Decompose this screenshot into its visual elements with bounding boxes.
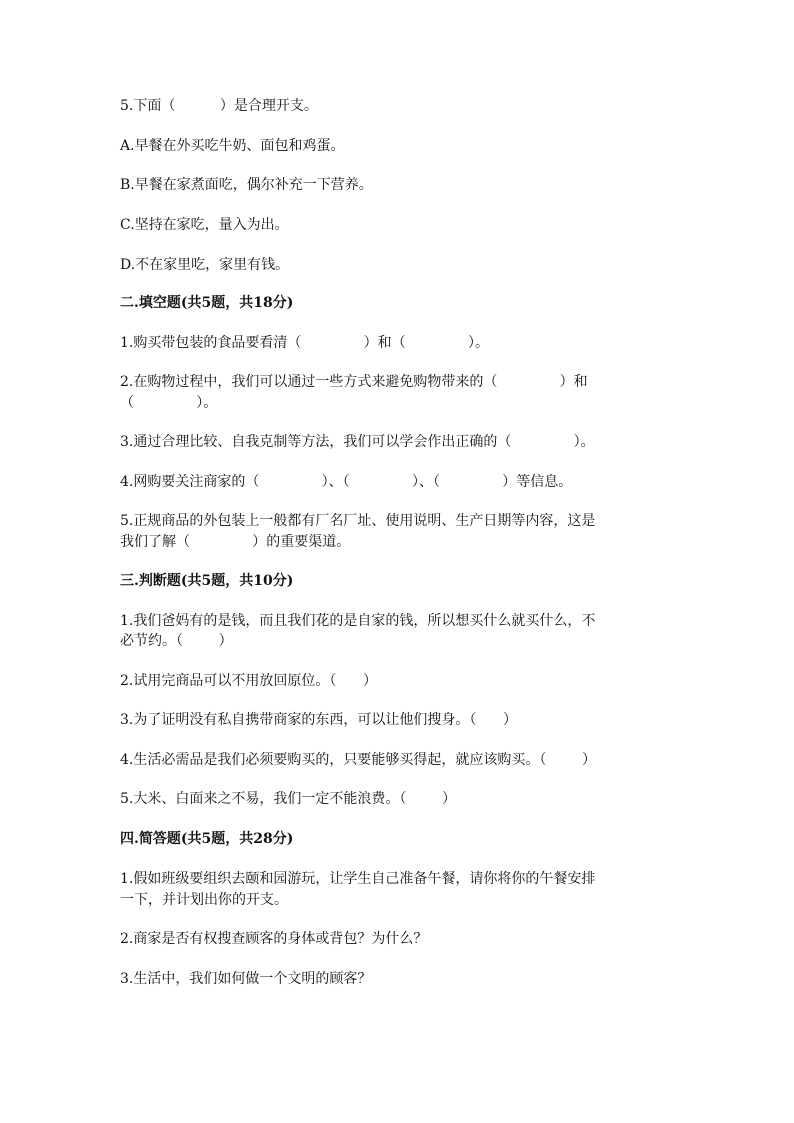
- short-answer-heading: 四.简答题(共5题，共28分): [120, 831, 294, 847]
- fill-blank-q2-line1: 2.在购物过程中，我们可以通过一些方式来避免购物带来的（ ）和: [120, 374, 588, 390]
- fill-blank-q3: 3.通过合理比较、自我克制等方法，我们可以学会作出正确的（ ）。: [120, 434, 595, 450]
- mc-option-a: A.早餐在外买吃牛奶、面包和鸡蛋。: [120, 138, 345, 154]
- true-false-q3: 3.为了证明没有私自携带商家的东西，可以让他们搜身。（ ）: [120, 712, 518, 728]
- true-false-q1-line1: 1.我们爸妈有的是钱，而且我们花的是自家的钱，所以想买什么就买什么，不: [120, 613, 596, 629]
- short-answer-q2: 2.商家是否有权搜查顾客的身体或背包？为什么？: [120, 931, 428, 947]
- true-false-q1-line2: 必节约。（ ）: [120, 633, 233, 649]
- true-false-q5: 5.大米、白面来之不易，我们一定不能浪费。（ ）: [120, 791, 456, 807]
- short-answer-q1-line1: 1.假如班级要组织去颐和园游玩，让学生自己准备午餐，请你将你的午餐安排: [120, 871, 596, 887]
- mc-option-b: B.早餐在家煮面吃，偶尔补充一下营养。: [120, 177, 373, 193]
- true-false-q4: 4.生活必需品是我们必须要购买的，只要能够买得起，就应该购买。（ ）: [120, 752, 596, 768]
- fill-blank-q5-line2: 我们了解（ ）的重要渠道。: [120, 534, 351, 550]
- true-false-q2: 2.试用完商品可以不用放回原位。（ ）: [120, 673, 378, 689]
- fill-blank-q5-line1: 5.正规商品的外包装上一般都有厂名厂址、使用说明、生产日期等内容，这是: [120, 513, 596, 529]
- short-answer-q3: 3.生活中，我们如何做一个文明的顾客？: [120, 971, 372, 987]
- mc-option-c: C.坚持在家吃，量入为出。: [120, 217, 289, 233]
- fill-blank-q2-line2: （ ）。: [120, 395, 218, 411]
- true-false-heading: 三.判断题(共5题，共10分): [120, 573, 294, 589]
- fill-blank-q1: 1.购买带包装的食品要看清（ ）和（ ）。: [120, 335, 489, 351]
- fill-blank-q4: 4.网购要关注商家的（ ）、（ ）、（ ）等信息。: [120, 474, 573, 490]
- mc-question-5-stem: 5.下面（ ）是合理开支。: [120, 98, 318, 114]
- mc-option-d: D.不在家里吃，家里有钱。: [120, 257, 290, 273]
- short-answer-q1-line2: 一下，并计划出你的开支。: [120, 892, 288, 908]
- fill-blank-heading: 二.填空题(共5题，共18分): [120, 295, 294, 311]
